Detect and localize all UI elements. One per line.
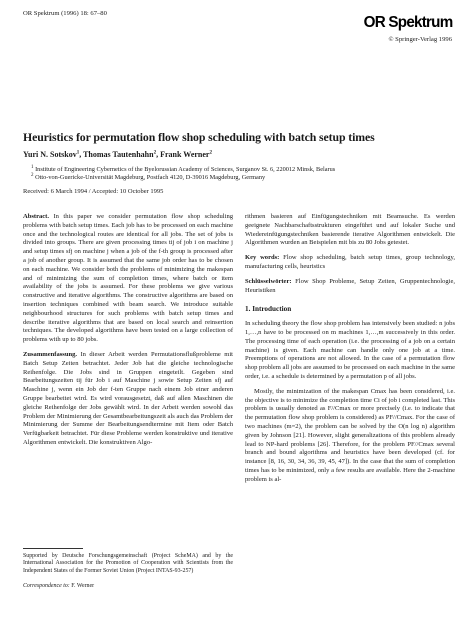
intro-paragraph: In scheduling theory the flow shop problem has intensively been studied: n jobs 1,…,n have to be processed on m machines 1,…,m successively in this order. The processing time of each operation (i.e. the processing of a job on a certain machine) is given. Each machine can handle only one job at a time. Preemptions of operations are not allowed. In the case of a permutation flow shop problem all jobs are assumed to be processed on each machine in the same order, i.e. a schedule is determined by a permutation p of all jobs. [245,320,455,380]
keywords-label: Key words: [245,254,280,262]
correspondence-label: Correspondence to: [23,583,70,589]
abstract-label: Abstract. [23,213,49,220]
right-column [245,213,455,491]
zusammenfassung [23,351,233,448]
author-list: Yuri N. Sotskov$^1$, Thomas Tautenhahn$^2$, Frank Werner$^2$ [23,150,212,159]
zusammenfassung-label: Zusammenfassung. [23,350,78,358]
schluesselwoerter-text: Flow Shop Probleme, Setup Zeiten, Gruppentechnologie, Heuristiken [245,277,455,294]
affiliation-number: 2 [31,173,34,178]
affiliation-text: Otto-von-Guericke-Universität Magdeburg, Postfach 4120, D-39016 Magdeburg, Germany [35,174,266,182]
author-name: Yuri N. Sotskov [23,150,77,159]
affiliation-text: Institute of Engineering Cybernetics of the Byelorussian Academy of Sciences, Surganov St. 6, 220012 Minsk, Belarus [35,166,336,174]
received-dates: Received: 6 March 1994 / Accepted: 10 October 1995 [23,188,164,195]
affiliation-marker: 2 [153,150,157,156]
journal-citation: OR Spektrum (1996) 18: 67–80 [23,10,107,17]
keywords [245,254,455,272]
author-name: Thomas Tautenhahn [83,150,154,159]
correspondence [23,583,94,589]
affiliation-marker: 2 [209,150,212,156]
schluesselwoerter-label: Schlüsselwörter: [245,277,292,285]
author-name: Frank Werner [160,150,210,159]
zusammenfassung-continued: rithmen basieren auf Einfügungstechniken mit Beamsuche. Es werden geeignete Nachbarschaftsstrukturen eingeführt und auf lokaler Suche und Wiedereinfügungstechniken basierende iterative Algorithmen entwickelt. Die Algorithmen wurden an Beispielen mit bis zu 80 Jobs getestet. [245,213,455,247]
correspondence-name: F. Werner [71,583,95,589]
abstract-text: In this paper we consider permutation flow shop scheduling problems with batch setup times. Each job has to be processed on each machine once and the technological routes are identical for all jobs. The set of jobs is divided into groups. There are given processing times tij of job i on machine j and setup times sfj on machine j when a job of the f-th group is processed after a job of another group. It is assumed that the same job order has to be chosen on each machine. We consider both the problems of minimizing the makespan and of minimizing the sum of completion times, where batch or item availability of the jobs is assumed. For these problems we give various constructive and iterative algorithms. The constructive algorithms are based on insertion techniques combined with beam search. We introduce suitable neighbourhood structures for such problems with batch setup times and describe iterative algorithms that are based on local search and reinsertion techniques. The developed algorithms have been tested on a large collection of problems with up to 80 jobs. [23,213,233,344]
keywords-text: Flow shop scheduling, batch setup times, group technology, manufacturing cells, heuristics [245,254,456,270]
section-heading: 1. Introduction [245,305,292,314]
schluesselwoerter [245,278,455,296]
abstract [23,213,233,345]
intro-paragraph: Mostly, the minimization of the makespan Cmax has been considered, i.e. the objective is to minimize the completion time Ci of job i completed last. This problem is usually denoted as F//Cmax or more precisely (i.e. to indicate that the permutation flow shop problem is considered) as PF//Cmax. For the case of two machines (m=2), the problem can be solved by the O(n log n) algorithm given by Johnson [21]. However, slight generalizations of this problem already lead to NP-hard problems [26]. Therefore, for the problem PF//Cmax several branch and bound algorithms and heuristics have been developed (cf. for instance [8, 16, 30, 34, 36, 39, 45, 47]). In the case that the sum of completion times has to be minimized, only a few results are available. Here the 2-machine problem is al- [245,387,455,483]
paper-title: Heuristics for permutation flow shop scheduling with batch setup times [23,130,375,144]
zusammenfassung-text: In dieser Arbeit werden Permutationsflußprobleme mit Batch Setup Zeiten betrachtet. Jeder Job hat die gleiche technologische Reihenfolge. Die Jobs sind in Gruppen eingeteilt. Gegeben sind Bearbeitungszeiten tij für Job i auf Maschine j sowie Setup Zeiten sfj auf Maschine j, wenn ein Job der f-ten Gruppe nach einem Job einer anderen Gruppe bearbeitet wird. Es wird vorausgesetzt, daß auf allen Maschinen die gleiche Reihenfolge der Jobs gewählt wird. In der Arbeit werden sowohl das Problem der Minimierung der Gesamtbearbeitungszeit als auch das Problem der Minimierung der Summe der Bearbeitungsendtermine mit Item oder Batch Verfügbarkeit betrachtet. Für diese Probleme werden konstruktive und iterative Algorithmen entwickelt. Die konstruktiven Algo- [23,350,233,446]
left-column [23,213,233,454]
affiliation [31,173,265,181]
affiliation-marker: 1 [76,150,80,156]
journal-logo: OR Spektrum [363,14,452,31]
funding-footnote: Supported by Deutsche Forschungsgemeinschaft (Project ScheMA) and by the International Association for the Promotion of Cooperation with Scientists from the Independent States of the Former Soviet Union (Project INTAS-93-257) [23,553,233,574]
affiliation-number: 1 [31,165,34,170]
footnote-rule [23,548,83,549]
affiliation [31,165,335,173]
copyright-notice: © Springer-Verlag 1996 [388,36,452,43]
